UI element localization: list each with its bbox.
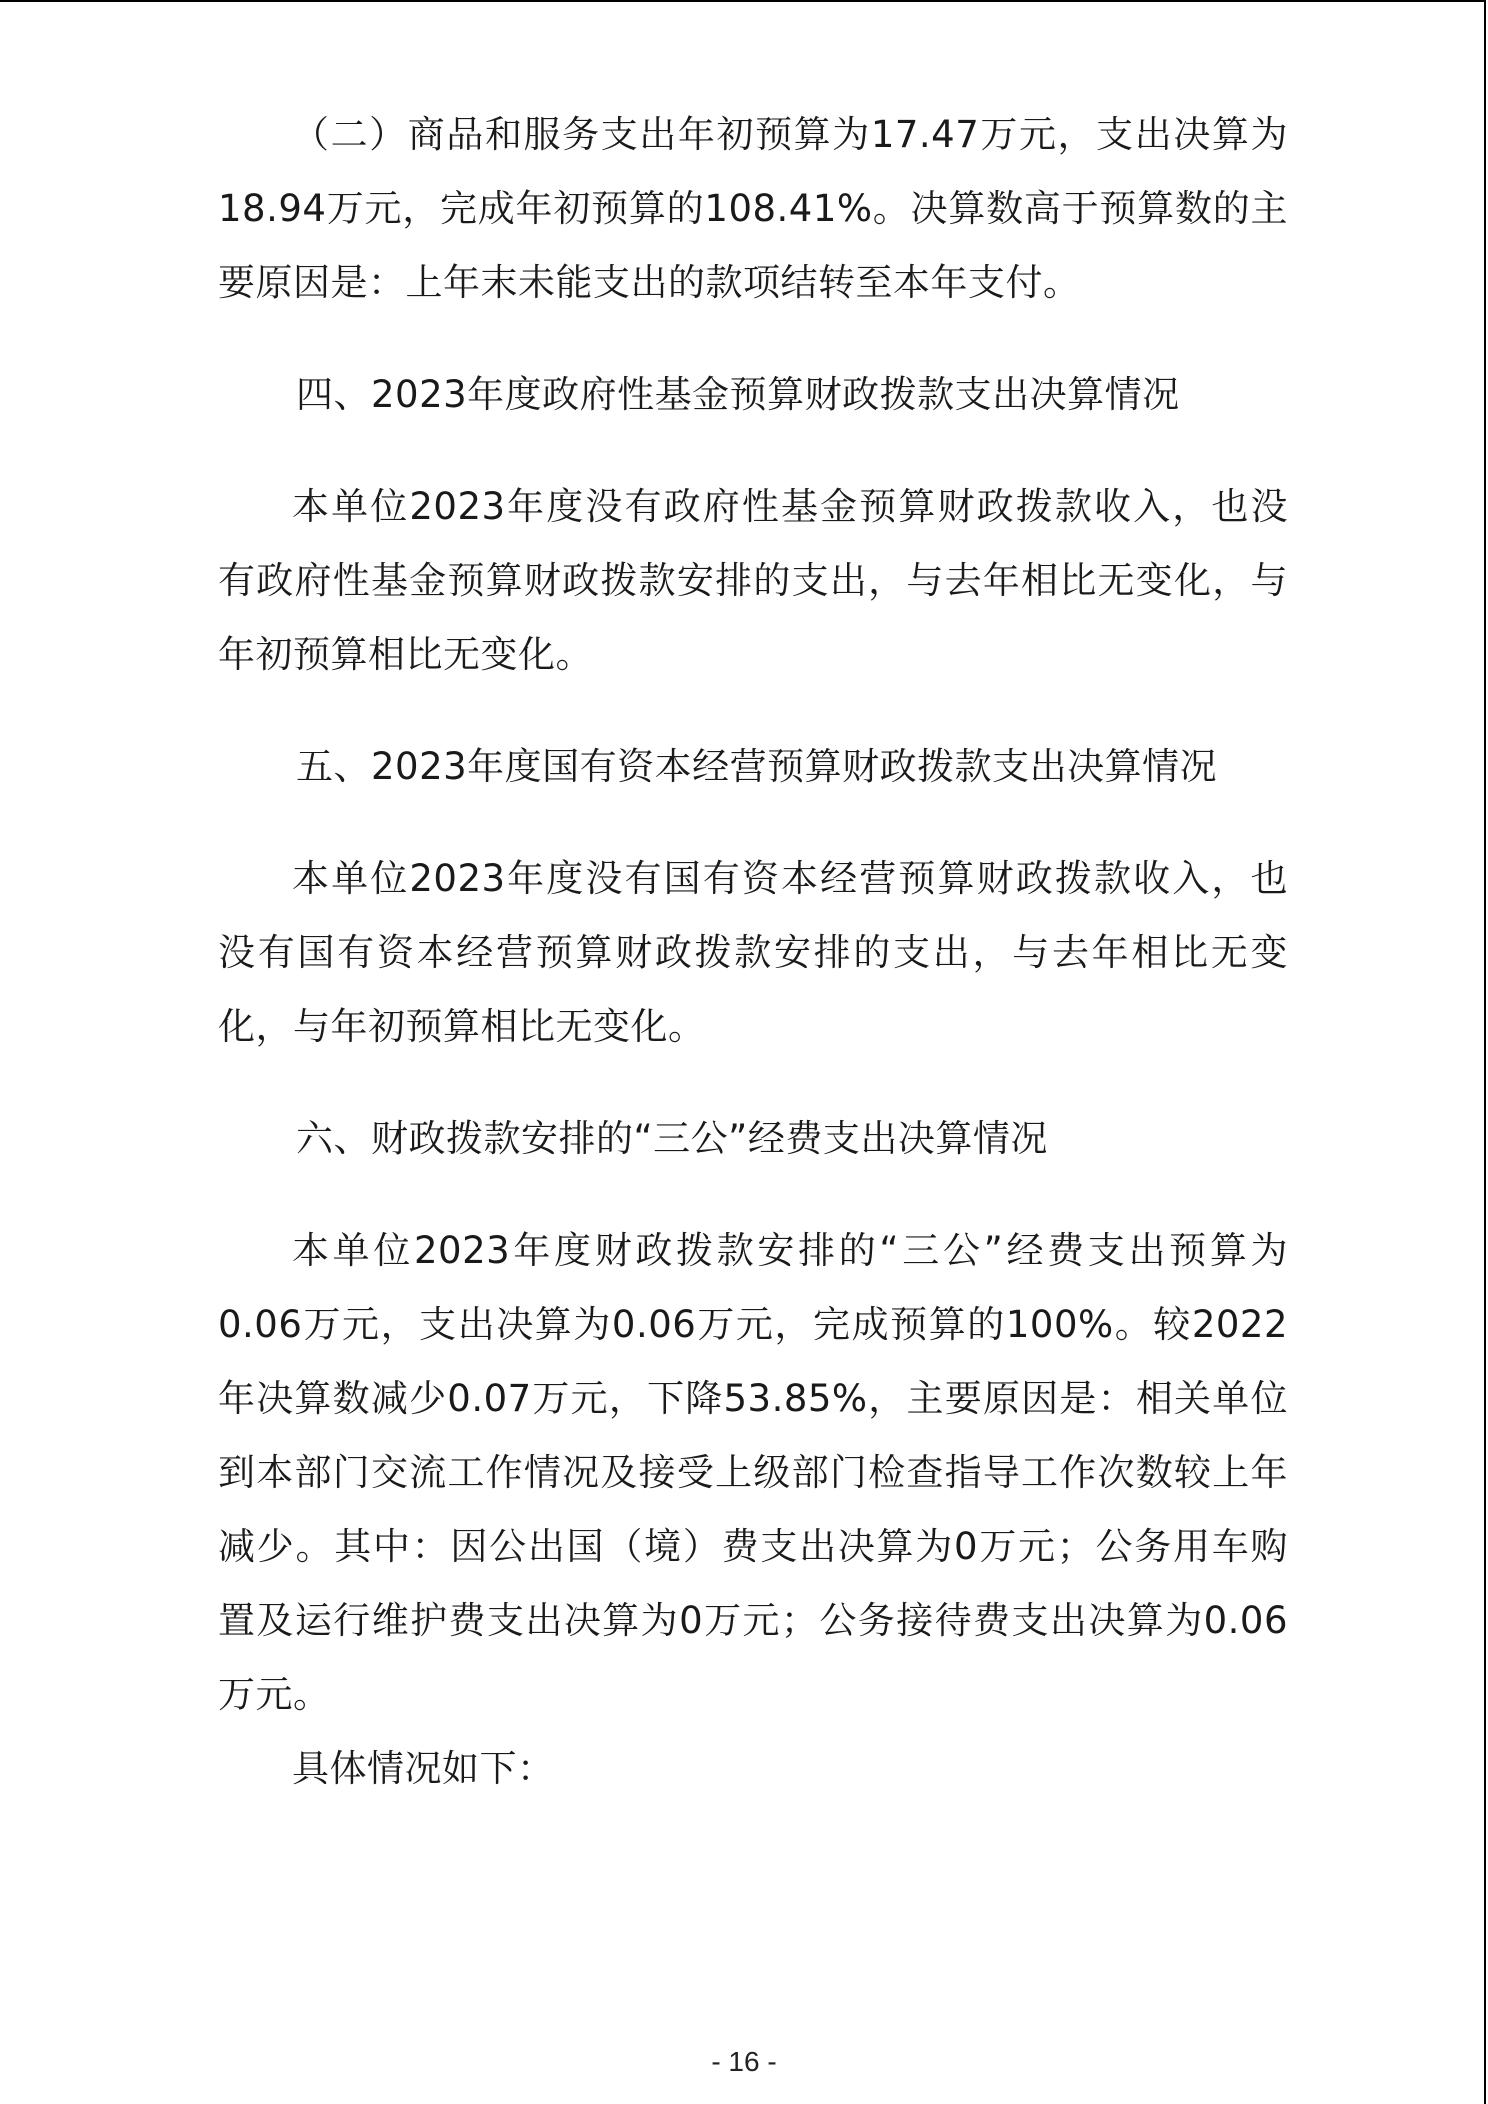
heading-section-6: 六、财政拨款安排的“三公”经费支出决算情况 (296, 1117, 1048, 1160)
document-body (218, 98, 1288, 1806)
paragraph-government-fund: 本单位2023年度没有政府性基金预算财政拨款收入，也没有政府性基金预算财政拨款安排的支出，与去年相比无变化，与年初预算相比无变化。 (218, 485, 1288, 676)
heading-section-4: 四、2023年度政府性基金预算财政拨款支出决算情况 (296, 373, 1180, 416)
paragraph-commodity-services: （二）商品和服务支出年初预算为17.47万元，支出决算为18.94万元，完成年初预算的108.41%。决算数高于预算数的主要原因是：上年末未能支出的款项结转至本年支付。 (218, 113, 1288, 304)
paragraph-state-capital: 本单位2023年度没有国有资本经营预算财政拨款收入，也没有国有资本经营预算财政拨款安排的支出，与去年相比无变化，与年初预算相比无变化。 (218, 857, 1288, 1048)
paragraph-details-intro: 具体情况如下： (292, 1747, 555, 1790)
page-number: - 16 - (711, 2046, 777, 2077)
heading-section-5: 五、2023年度国有资本经营预算财政拨款支出决算情况 (296, 745, 1218, 788)
paragraph-three-public: 本单位2023年度财政拨款安排的“三公”经费支出预算为0.06万元，支出决算为0.06万元，完成预算的100%。较2022年决算数减少0.07万元，下降53.85%，主要原因是：相关单位到本部门交流工作情况及接受上级部门检查指导工作次数较上年减少。其中：因公出国（境）费支出决算为0万元；公务用车购置及运行维护费支出决算为0万元；公务接待费支出决算为0.06万元。 (218, 1229, 1288, 1716)
